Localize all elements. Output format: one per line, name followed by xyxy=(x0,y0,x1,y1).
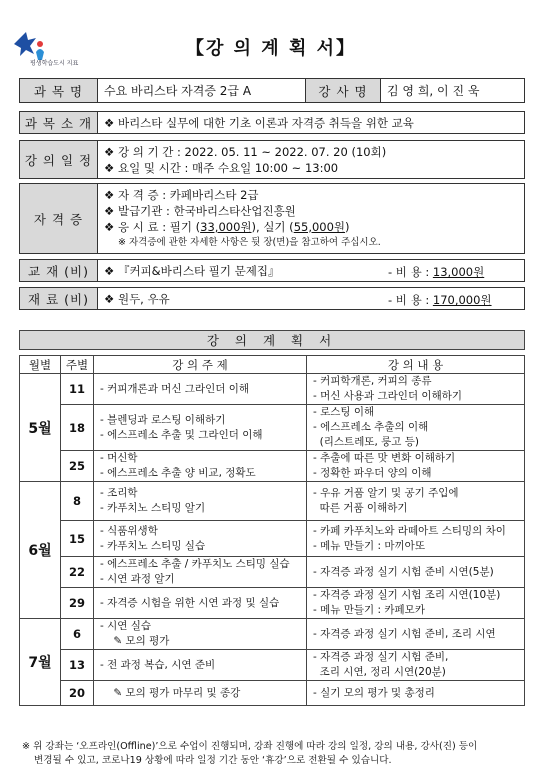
topic-line: - 시연 실습 xyxy=(100,620,152,632)
content-cell xyxy=(307,451,525,482)
intro-value: ❖ 바리스타 실무에 대한 기초 이론과 자격증 취득을 위한 교육 xyxy=(98,112,525,134)
schedule-row xyxy=(20,588,525,619)
textbook-cost: 13,000원 xyxy=(432,265,485,279)
topic-line: ✎ 모의 평가 마무리 및 종강 xyxy=(100,686,241,699)
topic-line: - 머신학 xyxy=(100,452,138,464)
schedule-row xyxy=(20,451,525,482)
topic-line: - 자격증 시험을 위한 시연 과정 및 실습 xyxy=(100,596,280,609)
topic-line: - 시연 과정 알기 xyxy=(100,573,175,585)
schedule-value xyxy=(98,141,525,179)
intro-label: 과 목 소 개 xyxy=(20,112,98,134)
topic-cell xyxy=(94,374,307,405)
instructor-label: 강 사 명 xyxy=(306,79,381,103)
week-cell: 22 xyxy=(61,557,94,588)
topic-line: - 커피개론과 머신 그라인더 이해 xyxy=(100,382,249,395)
material-cost-label: - 비 용 : xyxy=(388,293,430,307)
schedule-row xyxy=(20,482,525,521)
content-cell xyxy=(307,588,525,619)
month-cell: 6월 xyxy=(20,482,61,619)
col-content: 강 의 내 용 xyxy=(307,356,525,374)
topic-line: - 카푸치노 스티밍 실습 xyxy=(100,539,206,552)
content-line: - 카페 카푸치노와 라떼아트 스티밍의 차이 xyxy=(313,524,506,537)
content-line: 조리 시연, 정리 시연(20분) xyxy=(313,666,446,678)
week-cell: 18 xyxy=(61,405,94,451)
content-line: - 메뉴 만들기 : 마끼아또 xyxy=(313,539,425,552)
textbook-cost-row xyxy=(388,264,484,280)
fee-written: 33,000원 xyxy=(200,219,252,234)
content-line: - 머신 사용과 그라인더 이해하기 xyxy=(313,390,462,402)
schedule-time: ❖ 요일 및 시간 : 매주 수요일 10:00 ~ 13:00 xyxy=(104,160,339,175)
topic-line: - 에스프레소 추출 / 카푸치노 스티밍 실습 xyxy=(100,558,290,570)
fee-practical: 55,000원 xyxy=(293,219,346,234)
course-info-table xyxy=(19,78,525,310)
material-label: 재 료 (비) xyxy=(20,288,98,310)
content-cell xyxy=(307,374,525,405)
schedule-period: ❖ 강 의 기 간 : 2022. 05. 11 ~ 2022. 07. 20 (10회) xyxy=(104,144,387,159)
cert-note: ※ 자격증에 관한 자세한 사항은 뒷 장(면)을 참고하여 주십시오. xyxy=(118,236,381,248)
content-line: - 메뉴 만들기 : 카페모카 xyxy=(313,604,425,616)
month-cell: 7월 xyxy=(20,619,61,706)
material-value xyxy=(98,288,525,310)
col-week: 주별 xyxy=(61,356,94,374)
material-items: ❖ 원두, 우유 xyxy=(104,291,170,306)
topic-line: - 에스프레소 추출 및 그라인더 이해 xyxy=(100,428,263,441)
topic-line: - 조리학 xyxy=(100,487,138,499)
plan-body xyxy=(20,374,525,706)
content-cell xyxy=(307,405,525,451)
subject-label: 과 목 명 xyxy=(20,79,98,103)
footer-line-1: ※ 위 강좌는 ‘오프라인(Offline)’으로 수업이 진행되며, 강좌 진행에 따라 강의 일정, 강의 내용, 강사(진) 등이 xyxy=(22,741,478,752)
topic-cell xyxy=(94,650,307,681)
topic-cell xyxy=(94,681,307,706)
week-cell: 25 xyxy=(61,451,94,482)
topic-cell xyxy=(94,557,307,588)
topic-cell xyxy=(94,619,307,650)
week-cell: 8 xyxy=(61,482,94,521)
content-cell xyxy=(307,557,525,588)
cert-name: ❖ 자 격 증 : 카페바리스타 2급 xyxy=(104,187,259,202)
textbook-title: ❖ 『커피&바리스타 필기 문제집』 xyxy=(104,263,280,278)
subject-value: 수요 바리스타 자격증 2급 A xyxy=(98,79,306,103)
fee-prefix: ❖ 응 시 료 : 필기 ( xyxy=(104,219,201,234)
topic-cell xyxy=(94,451,307,482)
week-cell: 20 xyxy=(61,681,94,706)
week-cell: 29 xyxy=(61,588,94,619)
schedule-row xyxy=(20,681,525,706)
content-line: - 에스프레소 추출의 이해 xyxy=(313,421,429,433)
content-line: (리스트레또, 룽고 등) xyxy=(313,436,420,448)
textbook-value xyxy=(98,260,525,282)
week-cell: 11 xyxy=(61,374,94,405)
schedule-row xyxy=(20,405,525,451)
topic-line: ✎ 모의 평가 xyxy=(100,635,170,647)
textbook-cost-label: - 비 용 : xyxy=(388,265,430,279)
topic-cell xyxy=(94,482,307,521)
col-topic: 강 의 주 제 xyxy=(94,356,307,374)
week-cell: 6 xyxy=(61,619,94,650)
content-line: - 자격증 과정 실기 시험 조리 시연(10분) xyxy=(313,589,501,601)
topic-line: - 전 과정 복습, 시연 준비 xyxy=(100,658,216,671)
content-cell xyxy=(307,650,525,681)
schedule-row xyxy=(20,619,525,650)
document-title: 【강 의 계 획 서】 xyxy=(185,38,356,59)
material-cost-row xyxy=(388,292,492,308)
lecture-plan-table xyxy=(19,330,525,706)
plan-title: 강 의 계 획 서 xyxy=(20,331,525,350)
content-cell xyxy=(307,619,525,650)
schedule-row xyxy=(20,650,525,681)
content-line: - 자격증 과정 실기 시험 준비, 조리 시연 xyxy=(313,627,496,640)
logo-text: 평생학습도시 지표 xyxy=(30,60,79,67)
schedule-label: 강 의 일 정 xyxy=(20,141,98,179)
week-cell: 13 xyxy=(61,650,94,681)
schedule-row xyxy=(20,374,525,405)
schedule-row xyxy=(20,557,525,588)
content-line: - 자격증 과정 실기 시험 준비 시연(5분) xyxy=(313,565,494,578)
content-line: - 추출에 따른 맛 변화 이해하기 xyxy=(313,452,456,464)
textbook-label: 교 재 (비) xyxy=(20,260,98,282)
month-cell: 5월 xyxy=(20,374,61,482)
content-line: - 실기 모의 평가 및 총정리 xyxy=(313,686,435,699)
content-line: - 정확한 파우더 양의 이해 xyxy=(313,467,432,479)
fee-mid: ), 실기 ( xyxy=(251,219,294,234)
content-cell xyxy=(307,681,525,706)
schedule-row xyxy=(20,521,525,557)
col-month: 월별 xyxy=(20,356,61,374)
topic-line: - 카푸치노 스티밍 알기 xyxy=(100,502,206,514)
content-line: - 로스팅 이해 xyxy=(313,406,375,418)
topic-cell xyxy=(94,588,307,619)
cert-label: 자 격 증 xyxy=(20,184,98,254)
content-cell xyxy=(307,482,525,521)
topic-line: - 블렌딩과 로스팅 이해하기 xyxy=(100,413,226,426)
topic-cell xyxy=(94,521,307,557)
topic-line: - 에스프레소 추출 양 비교, 정확도 xyxy=(100,467,256,479)
week-cell: 15 xyxy=(61,521,94,557)
instructor-value: 김 영 희, 이 진 욱 xyxy=(381,79,525,103)
content-cell xyxy=(307,521,525,557)
footer-line-2: 변경될 수 있고, 코로나19 상황에 따라 일정 기간 동안 ‘휴강’으로 전환될 수 있습니다. xyxy=(34,755,392,766)
cert-issuer: ❖ 발급기관 : 한국바리스타산업진흥원 xyxy=(104,203,296,218)
footer-note xyxy=(22,740,527,768)
fee-suffix: ) xyxy=(345,219,350,234)
content-line: 따른 거품 이해하기 xyxy=(313,502,408,514)
cert-fee xyxy=(104,219,518,235)
content-line: - 우유 거품 알기 및 공기 주입에 xyxy=(313,487,459,499)
material-cost: 170,000원 xyxy=(432,293,492,307)
topic-cell xyxy=(94,405,307,451)
cert-value xyxy=(98,184,525,254)
content-line: - 자격증 과정 실기 시험 준비, xyxy=(313,651,449,663)
topic-line: - 식품위생학 xyxy=(100,524,158,537)
content-line: - 커피학개론, 커피의 종류 xyxy=(313,375,432,387)
